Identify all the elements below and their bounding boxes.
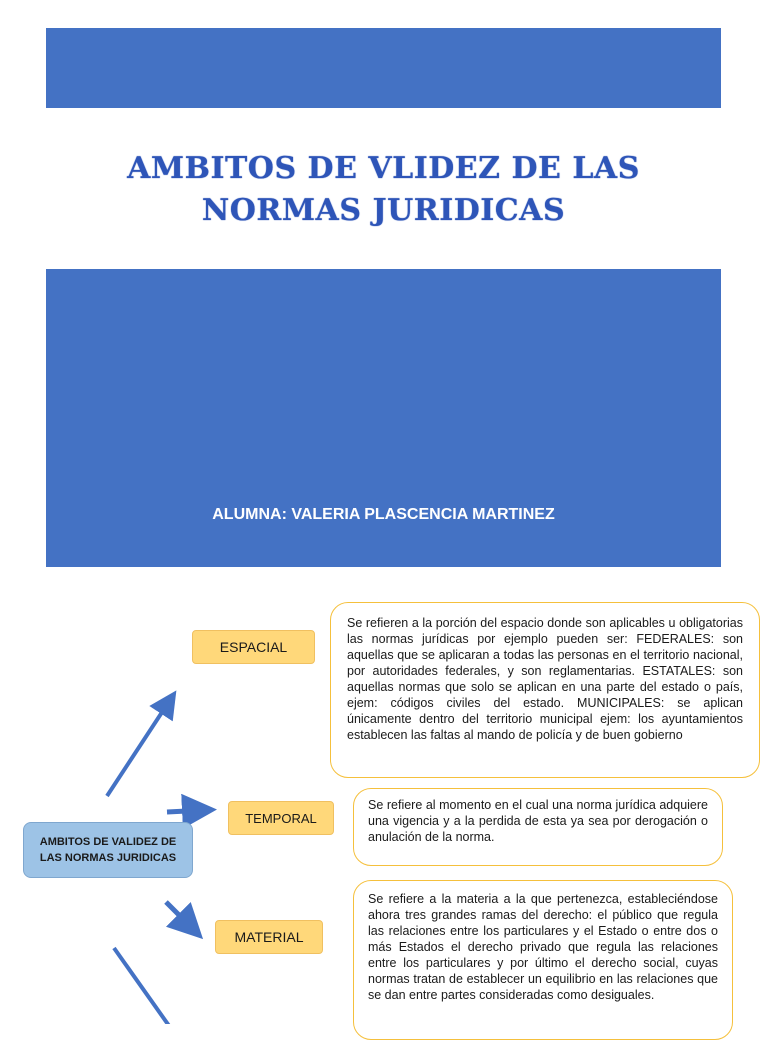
root-concept-box: AMBITOS DE VALIDEZ DE LAS NORMAS JURIDICAS [23,822,193,878]
student-name: ALUMNA: VALERIA PLASCENCIA MARTINEZ [212,506,555,523]
description-espacial: Se refieren a la porción del espacio donde son aplicables u obligatorias las normas jurídicas por ejemplo pueden ser: FEDERALES: son aquellas que se aplicaran a todas las personas en el territorio nacional, por autoridades federales, y son reglamentarias. ESTATALES: son aquellas normas que solo se aplican en una parte del estado o país, ejem: códigos civiles del estado. MUNICIPALES: se aplican únicamente dentro del territorio municipal ejem: los ayuntamientos establecen las faltas al mando de policía y de buen gobierno [330,602,760,778]
arrow-to-espacial [107,697,172,796]
arrow-partial [114,948,172,1024]
label-material: MATERIAL [215,920,323,954]
top-banner [46,28,721,108]
description-temporal: Se refiere al momento en el cual una norma jurídica adquiere una vigencia y a la perdida de esta ya sea por derogación o anulación de la norma. [353,788,723,866]
arrow-to-temporal [167,810,207,812]
description-material: Se refiere a la materia a la que pertenezca, estableciéndose ahora tres grandes ramas del derecho: el público que regula las relaciones entre los particulares y el Estado o entre dos o más Estados el derecho privado que regula las relaciones entre los particulares y por último el derecho social, cuyas normas tratan de establecer un equilibrio en las relaciones que se dan entre partes consideradas como desiguales. [353,880,733,1040]
label-espacial: ESPACIAL [192,630,315,664]
arrow-to-material [166,902,196,932]
document-title: AMBITOS DE VLIDEZ DE LAS NORMAS JURIDICAS [127,151,640,228]
label-temporal: TEMPORAL [228,801,334,835]
